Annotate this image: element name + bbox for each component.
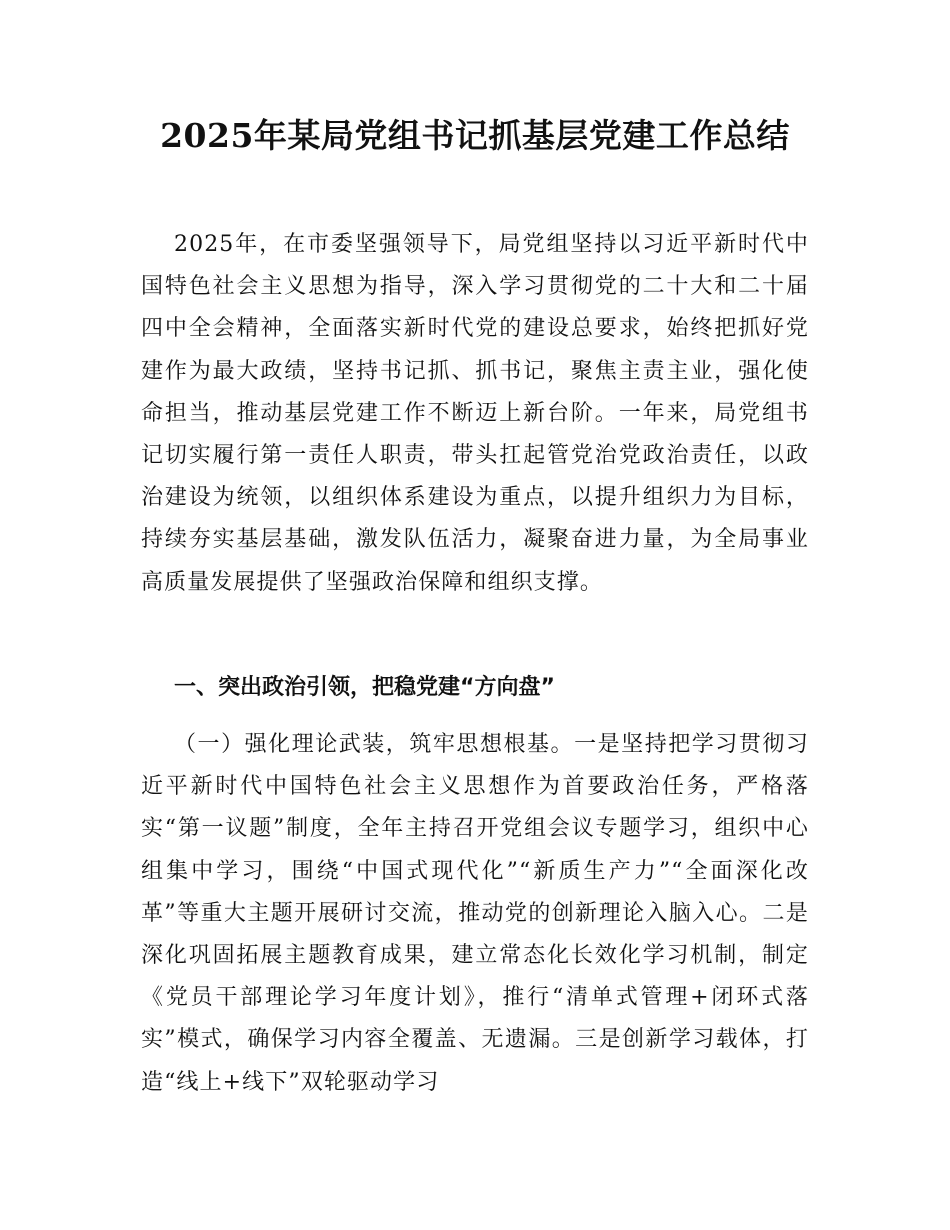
document-title: 2025年某局党组书记抓基层党建工作总结 xyxy=(160,116,790,155)
section-1-heading: 一、突出政治引领，把稳党建“方向盘” xyxy=(174,675,555,700)
section-1-paragraph: （一）强化理论武装，筑牢思想根基。一是坚持把学习贯彻习近平新时代中国特色社会主义思想作为首要政治任务，严格落实“第一议题”制度，全年主持召开党组会议专题学习，组织中心组集中学习，围绕“中国式现代化”“新质生产力”“全面深化改革”等重大主题开展研讨交流，推动党的创新理论入脑入心。二是深化巩固拓展主题教育成果，建立常态化长效化学习机制，制定《党员干部理论学习年度计划》，推行“清单式管理+闭环式落实”模式，确保学习内容全覆盖、无遗漏。三是创新学习载体，打造“线上+线下”双轮驱动学习 xyxy=(141,732,809,1095)
intro-paragraph: 2025年，在市委坚强领导下，局党组坚持以习近平新时代中国特色社会主义思想为指导，深入学习贯彻党的二十大和二十届四中全会精神，全面落实新时代党的建设总要求，始终把抓好党建作为最大政绩，坚持书记抓、抓书记，聚焦主责主业，强化使命担当，推动基层党建工作不断迈上新台阶。一年来，局党组书记切实履行第一责任人职责，带头扛起管党治党政治责任，以政治建设为统领，以组织体系建设为重点，以提升组织力为目标，持续夯实基层基础，激发队伍活力，凝聚奋进力量，为全局事业高质量发展提供了坚强政治保障和组织支撑。 xyxy=(141,232,809,595)
